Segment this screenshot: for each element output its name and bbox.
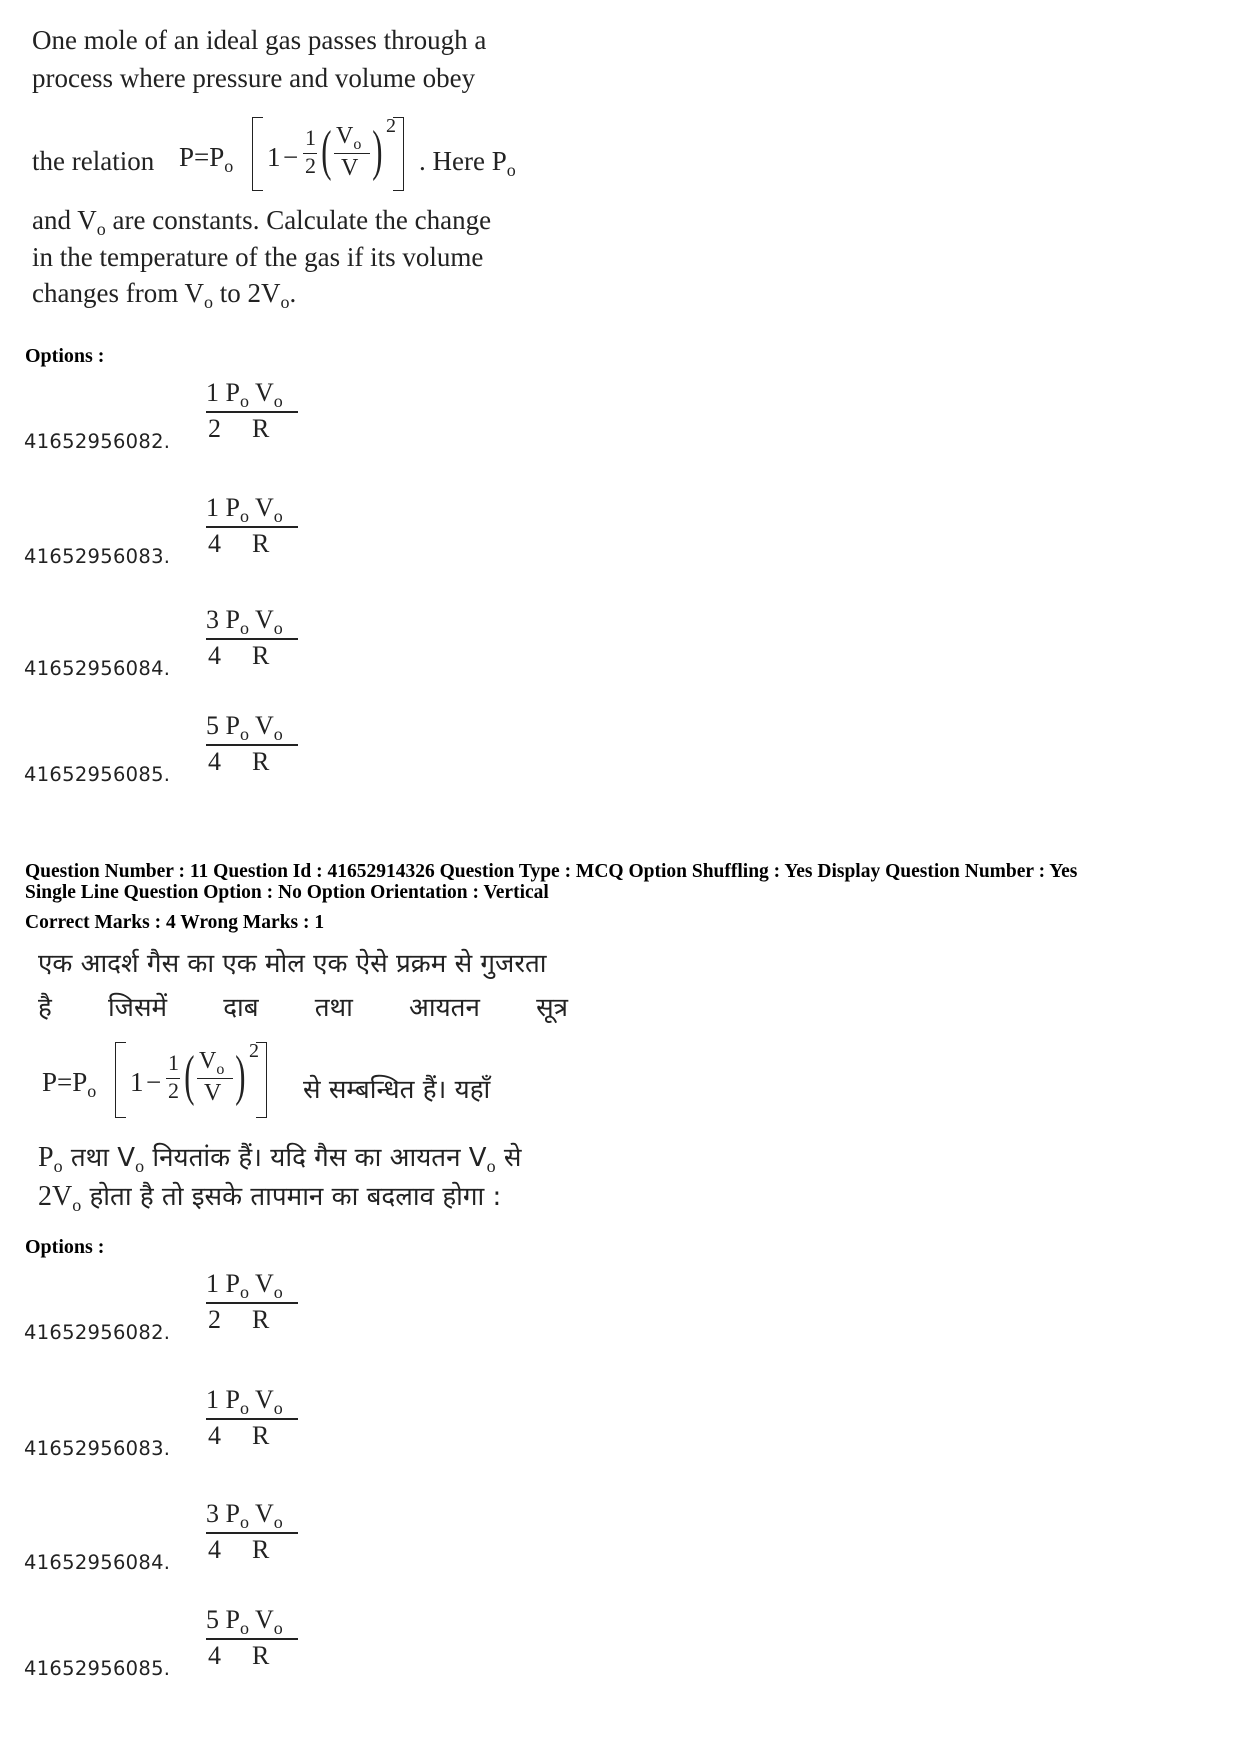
question-en-line-1: One mole of an ideal gas passes through a: [32, 25, 487, 55]
v-denominator: V: [341, 155, 359, 181]
equation-lhs: P=P: [179, 142, 225, 172]
question-en-line-3-suffix: . Here $P_o$: [419, 146, 516, 180]
equation-one: 1: [267, 142, 281, 172]
right-bracket: [256, 1042, 267, 1118]
options-label: Options :: [25, 345, 105, 367]
equation-en: $P=P_o$ 1 − 1 2 ( $V_o$ V ) 2: [179, 115, 429, 195]
left-paren: (: [184, 1045, 195, 1107]
option-id[interactable]: 41652956084.: [24, 1551, 171, 1574]
question-meta-line-2: Single Line Question Option : No Option Orientation : Vertical: [25, 882, 549, 903]
right-paren: ): [372, 120, 383, 182]
option-id[interactable]: 41652956085.: [24, 763, 171, 786]
question-hi-line-1: एक आदर्श गैस का एक मोल एक ऐसे प्रक्रम से गुजरता: [38, 949, 547, 979]
options-label: Options :: [25, 1236, 105, 1258]
question-en-line-2: process where pressure and volume obey: [32, 63, 476, 93]
option-id[interactable]: 41652956083.: [24, 545, 171, 568]
option-id[interactable]: 41652956082.: [24, 1321, 171, 1344]
option-fraction[interactable]: 1 $P_o$ $V_o$ 2 R: [206, 378, 326, 444]
question-en-line-3-prefix: the relation: [32, 146, 155, 176]
half-numerator: 1: [305, 125, 316, 150]
v0-numerator: $V_o$: [336, 123, 362, 153]
option-id[interactable]: 41652956083.: [24, 1437, 171, 1460]
question-marks: Correct Marks : 4 Wrong Marks : 1: [25, 912, 325, 933]
right-bracket: [393, 117, 404, 191]
option-id[interactable]: 41652956085.: [24, 1657, 171, 1680]
question-meta-line-1: Question Number : 11 Question Id : 41652914326 Question Type : MCQ Option Shuffling : Yes Display Question Number : Yes: [25, 861, 1078, 882]
left-bracket: [252, 117, 263, 191]
left-paren: (: [321, 120, 332, 182]
question-hi-line-4: $P_o$ तथा $V_o$ नियतांक हैं। यदि गैस का आयतन $V_o$ से: [38, 1142, 522, 1176]
exponent: 2: [386, 115, 396, 137]
question-en-line-4: and $V_o$ are constants. Calculate the change: [32, 205, 492, 239]
option-fraction[interactable]: 3 $P_o$ $V_o$ 4 R: [206, 1499, 326, 1565]
right-paren: ): [235, 1045, 246, 1107]
option-fraction[interactable]: 5 $P_o$ $V_o$ 4 R: [206, 1605, 326, 1671]
equation-minus: −: [283, 142, 299, 172]
option-fraction[interactable]: 1 $P_o$ $V_o$ 4 R: [206, 1385, 326, 1451]
equation-hi: $P=P_o$ 1 − 1 2 ( $V_o$ V ) 2: [42, 1042, 302, 1122]
question-hi-line-5: $2V_o$ होता है तो इसके तापमान का बदलाव होगा :: [38, 1181, 502, 1215]
left-bracket: [115, 1042, 126, 1118]
option-fraction[interactable]: 1 $P_o$ $V_o$ 2 R: [206, 1269, 326, 1335]
option-fraction[interactable]: 5 $P_o$ $V_o$ 4 R: [206, 711, 326, 777]
question-en-line-6: changes from $V_o$ to $2V_o$.: [32, 278, 297, 312]
option-id[interactable]: 41652956084.: [24, 657, 171, 680]
option-fraction[interactable]: 3 $P_o$ $V_o$ 4 R: [206, 605, 326, 671]
question-hi-line-2: है जिसमें दाब तथा आयतन सूत्र: [38, 993, 568, 1023]
option-id[interactable]: 41652956082.: [24, 430, 171, 453]
option-fraction[interactable]: 1 $P_o$ $V_o$ 4 R: [206, 493, 326, 559]
question-en-line-5: in the temperature of the gas if its volume: [32, 242, 484, 272]
question-hi-line-3-suffix: से सम्बन्धित हैं। यहाँ: [303, 1075, 491, 1105]
half-denominator: 2: [305, 153, 316, 178]
